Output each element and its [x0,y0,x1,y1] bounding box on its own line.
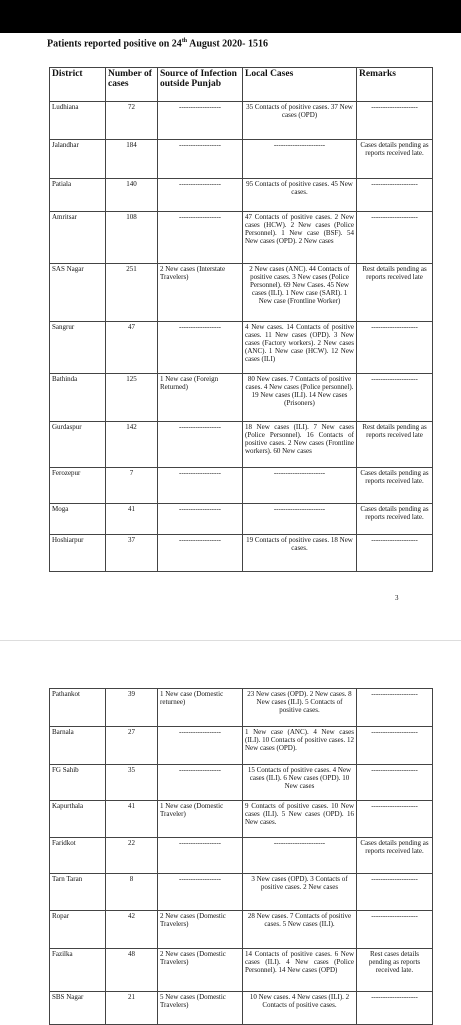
table-row [50,140,433,179]
cell-number-of-cases: 47 [106,322,158,374]
table-row [50,874,433,911]
cell-number-of-cases: 48 [106,949,158,992]
cell-district: Faridkot [50,838,106,874]
cell-local-cases: 19 Contacts of positive cases. 18 New cases. [243,535,357,572]
table-row [50,102,433,140]
cell-source: ------------------ [158,322,243,374]
table-row [50,468,433,504]
cell-local-cases: 10 New cases. 4 New cases (ILI). 2 Contacts of positive cases. [243,992,357,1025]
cell-source: ------------------ [158,468,243,504]
cell-remarks: -------------------- [357,179,433,212]
header-local-cases: Local Cases [243,68,357,102]
cell-district: Amritsar [50,212,106,264]
cell-local-cases: 3 New cases (OPD). 3 Contacts of positive cases. 2 New cases [243,874,357,911]
cell-local-cases: 18 New cases (ILI). 7 New cases (Police Personnel). 16 Contacts of positive cases. 2 New cases (Frontline workers). 60 New cases [243,422,357,468]
cell-remarks: Rest details pending as reports received late [357,422,433,468]
cell-local-cases: 28 New cases. 7 Contacts of positive cases. 5 New cases (ILI). [243,911,357,949]
cell-district: FG Sahib [50,765,106,801]
header-remarks: Remarks [357,68,433,102]
cell-remarks: -------------------- [357,322,433,374]
cell-district: Fazilka [50,949,106,992]
header-source: Source of Infection outside Punjab [158,68,243,102]
cell-remarks: Rest details pending as reports received late [357,264,433,322]
cell-remarks: -------------------- [357,765,433,801]
cell-source: 2 New cases (Domestic Travelers) [158,949,243,992]
page-title: Patients reported positive on 24th August 2020- 1516 [47,38,269,50]
cell-source: 5 New cases (Domestic Travelers) [158,992,243,1025]
cell-source: ------------------ [158,504,243,535]
table-row [50,992,433,1025]
cell-district: Pathankot [50,689,106,727]
cell-source: 1 New case (Domestic returnee) [158,689,243,727]
table-row [50,322,433,374]
table-row [50,801,433,838]
cell-local-cases: 14 Contacts of positive cases. 6 New cases (ILI). 4 New cases (Police Personnel). 14 New cases (OPD) [243,949,357,992]
cell-number-of-cases: 140 [106,179,158,212]
cell-remarks: -------------------- [357,727,433,765]
cell-number-of-cases: 142 [106,422,158,468]
cell-district: SAS Nagar [50,264,106,322]
cell-remarks: -------------------- [357,212,433,264]
cell-local-cases: 35 Contacts of positive cases. 37 New cases (OPD) [243,102,357,140]
cell-local-cases: 4 New cases. 14 Contacts of positive cases. 11 New cases (OPD). 3 New cases (Factory workers). 2 New cases (ANC). 1 New case (HCW). 12 New cases (ILI) [243,322,357,374]
cell-number-of-cases: 8 [106,874,158,911]
top-black-bar [0,0,461,33]
cell-district: Tarn Taran [50,874,106,911]
cell-district: Moga [50,504,106,535]
table-row [50,949,433,992]
table-row [50,689,433,727]
cell-source: ------------------ [158,535,243,572]
cell-number-of-cases: 251 [106,264,158,322]
cell-remarks: Cases details pending as reports received late. [357,140,433,179]
cell-number-of-cases: 41 [106,504,158,535]
cell-local-cases: 9 Contacts of positive cases. 10 New cases (ILI). 5 New cases (OPD). 16 New cases. [243,801,357,838]
cell-local-cases: 95 Contacts of positive cases. 45 New cases. [243,179,357,212]
cell-district: Gurdaspur [50,422,106,468]
table-row [50,179,433,212]
cell-number-of-cases: 39 [106,689,158,727]
table-row [50,422,433,468]
cell-local-cases: ---------------------- [243,140,357,179]
cell-number-of-cases: 22 [106,838,158,874]
cell-local-cases: 1 New case (ANC). 4 New cases (ILI). 10 Contacts of positive cases. 12 New cases (OPD). [243,727,357,765]
cell-number-of-cases: 35 [106,765,158,801]
cell-local-cases: 15 Contacts of positive cases. 4 New cases (ILI). 6 New cases (OPD). 10 New cases [243,765,357,801]
cell-district: Ludhiana [50,102,106,140]
cell-local-cases: ---------------------- [243,468,357,504]
table-row [50,727,433,765]
cell-district: Hoshiarpur [50,535,106,572]
cell-district: Sangrur [50,322,106,374]
cell-local-cases: 80 New cases. 7 Contacts of positive cases. 4 New cases (Police personnel). 19 New cases (ILI). 14 New cases (Prisoners) [243,374,357,422]
cell-local-cases: 23 New cases (OPD). 2 New cases. 8 New cases (ILI). 5 Contacts of positive cases. [243,689,357,727]
cell-source: ------------------ [158,140,243,179]
cell-source: ------------------ [158,212,243,264]
cell-source: 1 New case (Foreign Returned) [158,374,243,422]
cell-remarks: -------------------- [357,535,433,572]
table-row [50,765,433,801]
cell-number-of-cases: 42 [106,911,158,949]
cell-remarks: Cases details pending as reports received late. [357,838,433,874]
header-number-of-cases: Number of cases [106,68,158,102]
cell-local-cases: 2 New cases (ANC). 44 Contacts of positive cases. 3 New cases (Police Personnel). 69 New Cases. 45 New cases (ILI). 1 New case (SARI). 1 New case (Frontline Worker) [243,264,357,322]
cell-remarks: Rest cases details pending as reports received late. [357,949,433,992]
cell-district: SBS Nagar [50,992,106,1025]
cell-remarks: -------------------- [357,801,433,838]
cell-remarks: -------------------- [357,992,433,1025]
cell-number-of-cases: 37 [106,535,158,572]
cell-source: ------------------ [158,179,243,212]
cell-source: ------------------ [158,874,243,911]
table-row [50,535,433,572]
cell-district: Barnala [50,727,106,765]
table-row [50,264,433,322]
cell-remarks: Cases details pending as reports received late. [357,468,433,504]
cell-remarks: -------------------- [357,102,433,140]
table-row [50,374,433,422]
cell-source: ------------------ [158,765,243,801]
cases-table-page-1 [49,67,433,572]
cell-number-of-cases: 108 [106,212,158,264]
cell-source: ------------------ [158,838,243,874]
cell-number-of-cases: 27 [106,727,158,765]
cell-remarks: -------------------- [357,911,433,949]
header-district: District [50,68,106,102]
table-row [50,212,433,264]
cell-source: ------------------ [158,102,243,140]
cell-source: 1 New case (Domestic Traveler) [158,801,243,838]
table-row [50,838,433,874]
cell-number-of-cases: 21 [106,992,158,1025]
cell-local-cases: ---------------------- [243,838,357,874]
cell-district: Ropar [50,911,106,949]
cell-district: Patiala [50,179,106,212]
cell-number-of-cases: 41 [106,801,158,838]
cell-number-of-cases: 184 [106,140,158,179]
page-separator [0,640,461,641]
cell-source: ------------------ [158,422,243,468]
cell-district: Ferozepur [50,468,106,504]
cell-number-of-cases: 7 [106,468,158,504]
cell-district: Kapurthala [50,801,106,838]
cell-local-cases: 47 Contacts of positive cases. 2 New cases (HCW). 2 New cases (Police Personnel). 1 New case (BSF). 54 New cases (OPD). 2 New cases [243,212,357,264]
cell-number-of-cases: 72 [106,102,158,140]
cell-remarks: Cases details pending as reports received late. [357,504,433,535]
cell-remarks: -------------------- [357,874,433,911]
table-header-row [50,68,433,102]
cell-district: Jalandhar [50,140,106,179]
table-row [50,911,433,949]
table-row [50,504,433,535]
cell-district: Bathinda [50,374,106,422]
cell-number-of-cases: 125 [106,374,158,422]
cases-table-page-2 [49,688,433,1025]
page-number: 3 [395,594,399,602]
cell-remarks: -------------------- [357,689,433,727]
cell-remarks: -------------------- [357,374,433,422]
cell-source: 2 New cases (Domestic Travelers) [158,911,243,949]
cell-local-cases: ---------------------- [243,504,357,535]
cell-source: ------------------ [158,727,243,765]
cell-source: 2 New cases (Interstate Travelers) [158,264,243,322]
